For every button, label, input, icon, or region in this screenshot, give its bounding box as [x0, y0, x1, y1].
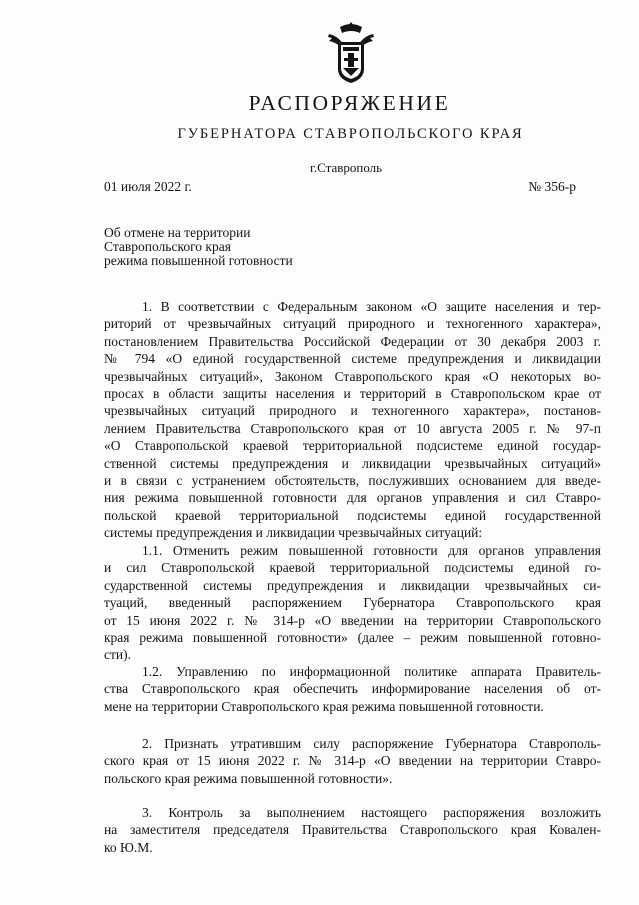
- text-line: и сил Ставропольской краевой территориальной подсистемы единой го-: [104, 560, 601, 576]
- text-line: ственной системы предупреждения и ликвидации чрезвычайных ситуаций»: [104, 455, 601, 471]
- text-line: ко Ю.М.: [104, 839, 153, 855]
- text-line: польской краевой территориальной подсистемы единой государственной: [104, 507, 601, 523]
- text-line: чрезвычайных ситуаций», Законом Ставропольского края «О некоторых во-: [104, 368, 601, 384]
- coat-of-arms-icon: [326, 20, 376, 86]
- text-line: ния режима повышенной готовности для органов управления и сил Ставро-: [104, 490, 601, 506]
- paragraph-1-2: [104, 663, 601, 715]
- paragraph-2: [104, 735, 601, 787]
- document-date: 01 июля 2022 г.: [104, 179, 192, 194]
- text-line: края режима повышенной готовности» (далее – режим повышенной готовно-: [104, 629, 601, 645]
- paragraph-1-1: [104, 542, 601, 664]
- text-line: риторий от чрезвычайных ситуаций природного и техногенного характера»,: [104, 316, 601, 332]
- text-line: 1.1. Отменить режим повышенной готовности для органов управления: [142, 543, 601, 558]
- document-subject: [104, 226, 293, 268]
- text-line: чрезвычайных ситуаций природного и техногенного характера», постанов-: [104, 403, 601, 419]
- text-line: «О Ставропольской краевой территориальной подсистеме единой государ-: [104, 438, 601, 454]
- city-label: г.Ставрополь: [310, 160, 383, 175]
- text-line: 2. Признать утратившим силу распоряжение Губернатора Ставрополь-: [142, 736, 601, 751]
- document-title: РАСПОРЯЖЕНИЕ: [248, 91, 451, 115]
- text-line: постановлением Правительства Российской Федерации от 30 декабря 2003 г.: [104, 333, 601, 349]
- text-line: сти).: [104, 647, 131, 663]
- text-line: просах в области защиты населения и территорий в Ставропольском крае от: [104, 385, 601, 401]
- subject-line: Об отмене на территории: [104, 225, 251, 240]
- text-line: на заместителя председателя Правительства Ставропольского края Ковален-: [104, 822, 601, 838]
- subject-line: режима повышенной готовности: [104, 253, 293, 268]
- text-line: 1.2. Управлению по информационной политике аппарата Правитель-: [142, 664, 601, 679]
- text-line: мене на территории Ставропольского края режима повышенной готовности.: [104, 698, 544, 714]
- document-subtitle: ГУБЕРНАТОРА СТАВРОПОЛЬСКОГО КРАЯ: [177, 126, 524, 142]
- text-line: лением Правительства Ставропольского края от 10 августа 2005 г. № 97-п: [104, 420, 601, 436]
- paragraph-3: [104, 804, 601, 856]
- text-line: ства Ставропольского края обеспечить информирование населения об от-: [104, 681, 601, 697]
- text-line: системы предупреждения и ликвидации чрезвычайных ситуаций:: [104, 525, 483, 541]
- text-line: 3. Контроль за выполнением настоящего распоряжения возложить: [142, 805, 601, 820]
- paragraph-1: [104, 298, 601, 541]
- text-line: 1. В соответствии с Федеральным законом «О защите населения и тер-: [142, 299, 601, 314]
- text-line: польского края режима повышенной готовности».: [104, 770, 393, 786]
- text-line: № 794 «О единой государственной системе предупреждения и ликвидации: [104, 351, 601, 367]
- text-line: сударственной системы предупреждения и ликвидации чрезвычайных си-: [104, 577, 601, 593]
- subject-line: Ставропольского края: [104, 239, 231, 254]
- document-number: № 356-р: [528, 179, 576, 194]
- text-line: туаций, введенный распоряжением Губернатора Ставропольского края: [104, 595, 601, 611]
- text-line: от 15 июня 2022 г. № 314-р «О введении на территории Ставропольского: [104, 612, 601, 628]
- text-line: и в связи с устранением обстоятельств, послуживших основанием для введе-: [104, 472, 601, 488]
- text-line: ского края от 15 июня 2022 г. № 314-р «О введении на территории Ставро-: [104, 753, 601, 769]
